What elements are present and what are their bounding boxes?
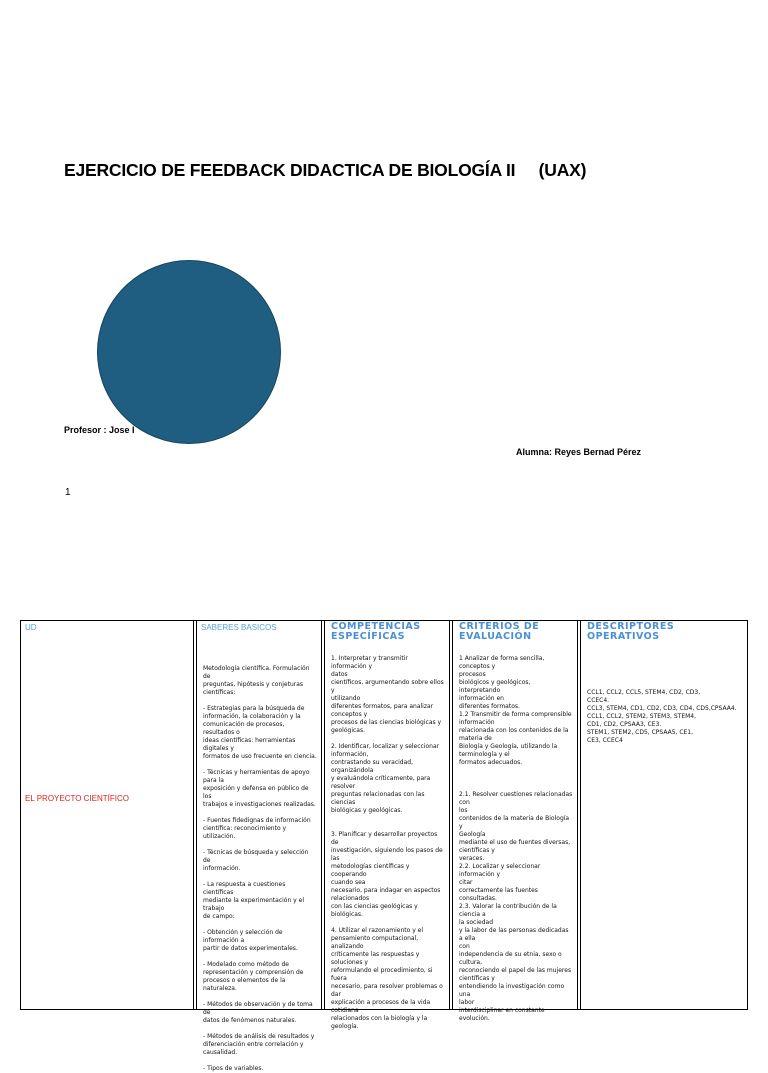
column-competencias (325, 621, 453, 1030)
curriculum-table (20, 620, 748, 1072)
column-descriptores (581, 621, 747, 1009)
header-criterios: CRITERIOS DE EVALUACIÓN (459, 621, 540, 642)
student-label: Alumna: Reyes Bernad Pérez (516, 447, 642, 457)
column-saberes (197, 621, 325, 1072)
header-descriptores: DESCRIPTORES OPERATIVOS (587, 621, 675, 642)
competencias-text: 1. Interpretar y transmitir información y datos científicos, argumentando sobre ellos y utilizando diferentes formatos, para analizar conceptos y procesos de las ciencias biológicas y geológicas. 2. Identificar, localizar y seleccionar información, contrastando su veracidad, organizándola y evaluándola críticamente, para resolver preguntas relacionadas con las ciencias biológicas y geológicas. 3. Planificar y desarrollar proyectos de investigación, siguiendo los pasos de las metodologías científicas y cooperando cuando sea necesario, para indagar en aspectos relacionados con las ciencias geológicas y biológicas. 4. Utilizar el razonamiento y el pensamiento computacional, analizando críticamente las respuestas y soluciones y reformulando el procedimiento, si fuera necesario, para resolver problemas o dar explicación a procesos de la vida cotidiana relacionados con la biología y la geología. (331, 655, 444, 1030)
saberes-text: Metodología científica. Formulación de preguntas, hipótesis y conjeturas científicas: - Estrategias para la búsqueda de información, la colaboración y la comunicación de procesos, resultados o ideas científicas: herramientas digitales y formatos de uso frecuente en ciencia. - Técnicas y herramientas de apoyo para la exposición y defensa en público de los trabajos e investigaciones realizadas. - Fuentes fidedignas de información científica: reconocimiento y utilización. - Técnicas de búsqueda y selección de información. - La respuesta a cuestiones científicas mediante la experimentación y el trabajo de campo: - Obtención y selección de información a partir de datos experimentales. - Modelado como método de representación y comprensión de procesos o elementos de la naturaleza. - Métodos de observación y de toma de datos de fenómenos naturales. - Métodos de análisis de resultados y diferenciación entre correlación y causalidad. - Tipos de variables. (203, 665, 317, 1072)
header-ud: UD (25, 623, 37, 632)
document-title: EJERCICIO DE FEEDBACK DIDACTICA DE BIOLOGÍA II (UAX) (64, 160, 587, 180)
criterios-text: 1 Analizar de forma sencilla, conceptos y procesos biológicos y geológicos, interpretando información en diferentes formatos. 1.2 Transmitir de forma comprensible información relacionada con los contenidos de la materia de Biología y Geología, utilizando la terminología y el formatos adecuados. 2.1. Resolver cuestiones relacionadas con los contenidos de la materia de Biología y Geología mediante el uso de fuentes diversas, científicas y veraces. 2.2. Localizar y seleccionar información y citar correctamente las fuentes consultadas. 2.3. Valorar la contribución de la ciencia a la sociedad y la labor de las personas dedicadas a ella con independencia de su etnia, sexo o cultura, reconociendo el papel de las mujeres científicas y entendiendo la investigación como una labor interdisciplinar en constante evolución. (459, 655, 573, 1022)
header-saberes: SABERES BASICOS (201, 623, 277, 632)
page-number: 1 (65, 487, 71, 498)
professor-label: Profesor : Jose I (64, 425, 135, 435)
descriptores-text: CCL1, CCL2, CCL5, STEM4, CD2, CD3, CCEC4. CCL3, STEM4, CD1, CD2, CD3, CD4, CD5,CPSAA4. CCL1, CCL2, STEM2, STEM3, STEM4, CD1, CD2, CPSAA3, CE3. STEM1, STEM2, CD5, CPSAA5, CE1, CE3, CCEC4 (587, 689, 737, 744)
column-criterios (453, 621, 581, 1022)
decorative-circle (97, 260, 281, 444)
column-ud (21, 621, 197, 1009)
header-competencias: COMPETENCIAS ESPECÍFICAS (331, 621, 421, 642)
unit-name: EL PROYECTO CIENTÍFICO (25, 794, 130, 803)
